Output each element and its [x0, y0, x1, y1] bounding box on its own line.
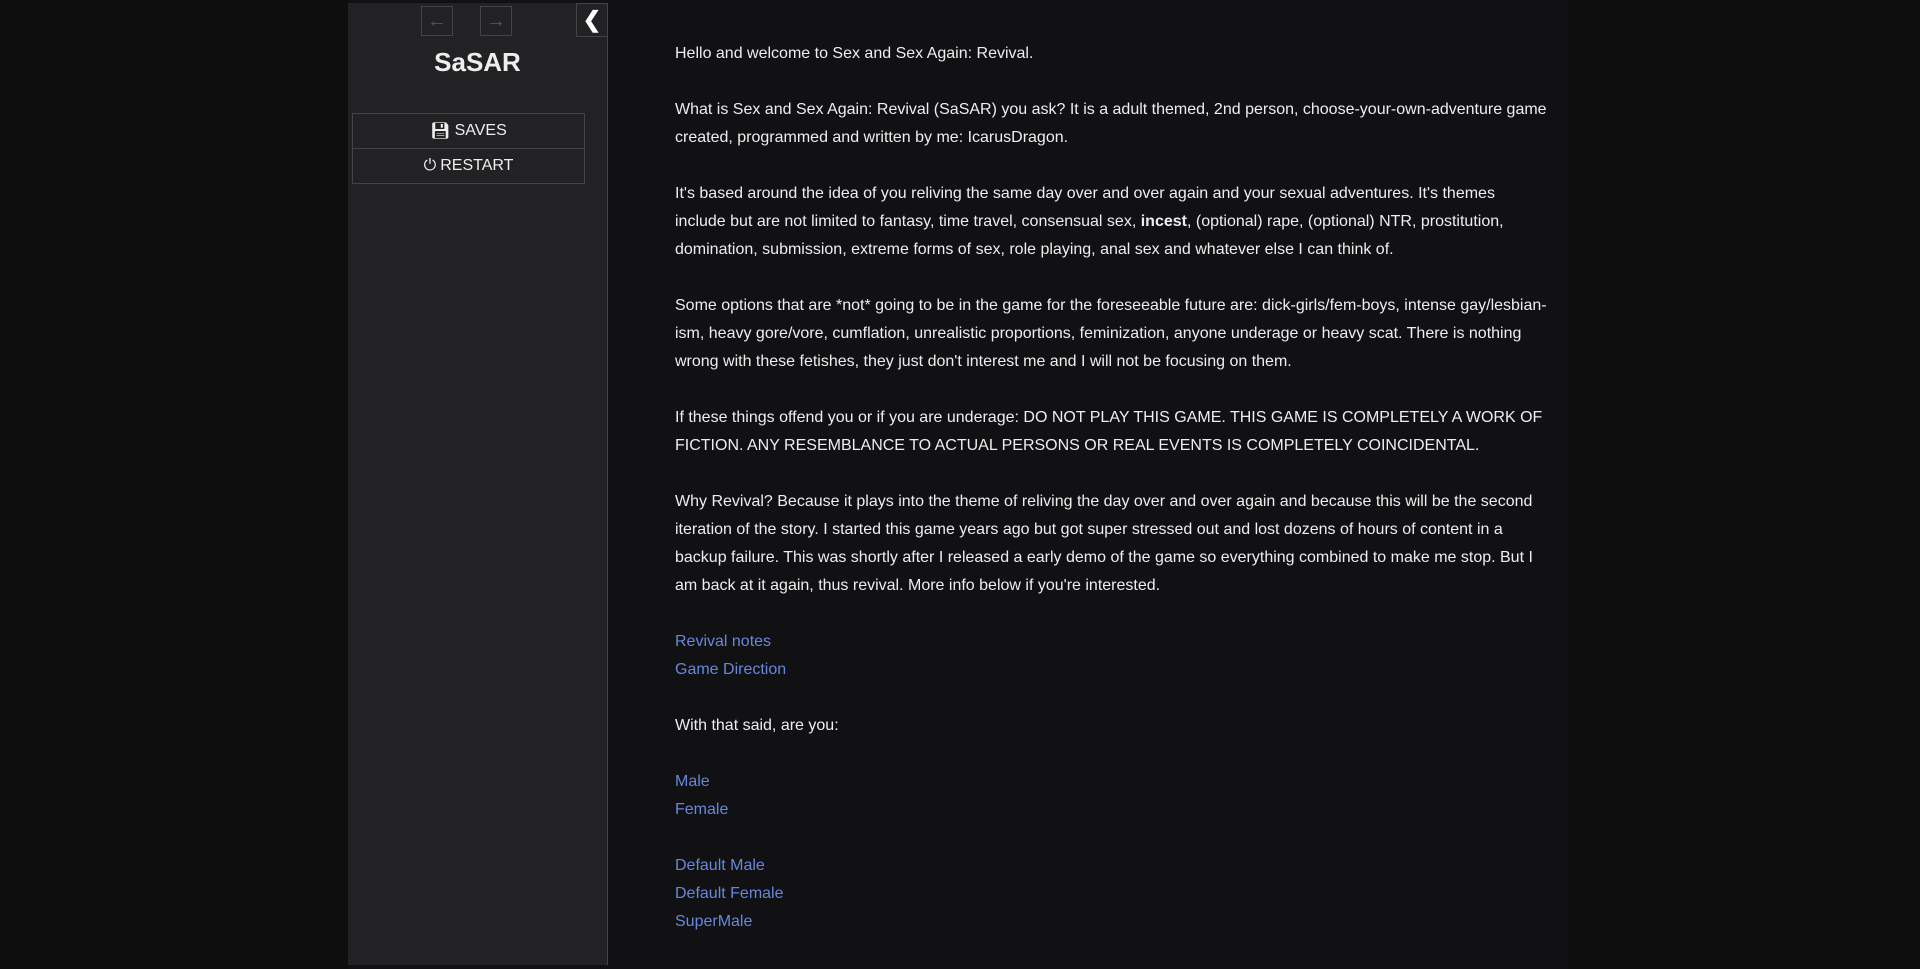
sidebar-menu [352, 113, 585, 184]
paragraph-warning: If these things offend you or if you are underage: DO NOT PLAY THIS GAME. THIS GAME IS COMPLETELY A WORK OF FICTION. ANY RESEMBLANCE TO ACTUAL PERSONS OR REAL EVENTS IS COMPLETELY COINCIDENTAL. [675, 409, 1543, 454]
bold-text: incest [1140, 213, 1187, 230]
history-back-button[interactable] [421, 6, 453, 36]
restart-label: RESTART [440, 157, 514, 174]
link-female[interactable]: Female [675, 801, 729, 818]
sidebar [348, 3, 608, 965]
paragraph-what-is: What is Sex and Sex Again: Revival (SaSAR) you ask? It is a adult themed, 2nd person, choose-your-own-adventure game created, programmed and written by me: IcarusDragon. [675, 101, 1547, 146]
power-icon: ⏻︎ [423, 157, 437, 174]
paragraph-excluded: Some options that are *not* going to be in the game for the foreseeable future are: dick-girls/fem-boys, intense gay/lesbian-ism, heavy gore/vore, cumflation, unrealistic proportions, feminization, anyone underage or heavy scat. There is nothing wrong with these fetishes, they just don't interest me and I will not be focusing on them. [675, 297, 1547, 370]
paragraph-why-revival: Why Revival? Because it plays into the theme of reliving the day over and over again and because this will be the second iteration of the story. I started this game years ago but got super stressed out and lost dozens of hours of content in a backup failure. This was shortly after I released a early demo of the game so everything combined to make me stop. But I am back at it again, thus revival. More info below if you're interested. [675, 493, 1533, 594]
sidebar-collapse-button[interactable] [576, 3, 608, 37]
arrow-left-icon: ← [427, 9, 447, 32]
link-revival-notes[interactable]: Revival notes [675, 633, 772, 650]
saves-button[interactable] [353, 114, 584, 148]
text: It's based around the idea of you reliving the same day over and over again and your sexual adventures. It's themes include but are not limited to fantasy, time travel, consensual sex, [675, 185, 1495, 230]
restart-button[interactable] [353, 148, 584, 183]
history-forward-button[interactable] [480, 6, 512, 36]
default-links [675, 852, 1547, 936]
link-male[interactable]: Male [675, 773, 710, 790]
story-title: SaSAR [434, 47, 521, 77]
story-passage [675, 40, 1547, 964]
gender-links [675, 768, 1547, 824]
floppy-disk-icon: 💾︎ [430, 123, 451, 140]
info-links [675, 628, 1547, 684]
link-default-female[interactable]: Default Female [675, 885, 784, 902]
link-supermale[interactable]: SuperMale [675, 913, 753, 930]
paragraph-prompt: With that said, are you: [675, 717, 839, 734]
saves-label: SAVES [454, 122, 507, 139]
link-default-male[interactable]: Default Male [675, 857, 765, 874]
link-game-direction[interactable]: Game Direction [675, 661, 787, 678]
chevron-left-icon: ❮ [582, 7, 602, 32]
text: , (optional) rape, (optional) NTR, prostitution, domination, submission, extreme forms of sex, role playing, anal sex and whatever else I can think of. [675, 213, 1504, 258]
arrow-right-icon: → [486, 9, 506, 32]
paragraph-themes [675, 180, 1547, 264]
paragraph-welcome: Hello and welcome to Sex and Sex Again: Revival. [675, 45, 1034, 62]
